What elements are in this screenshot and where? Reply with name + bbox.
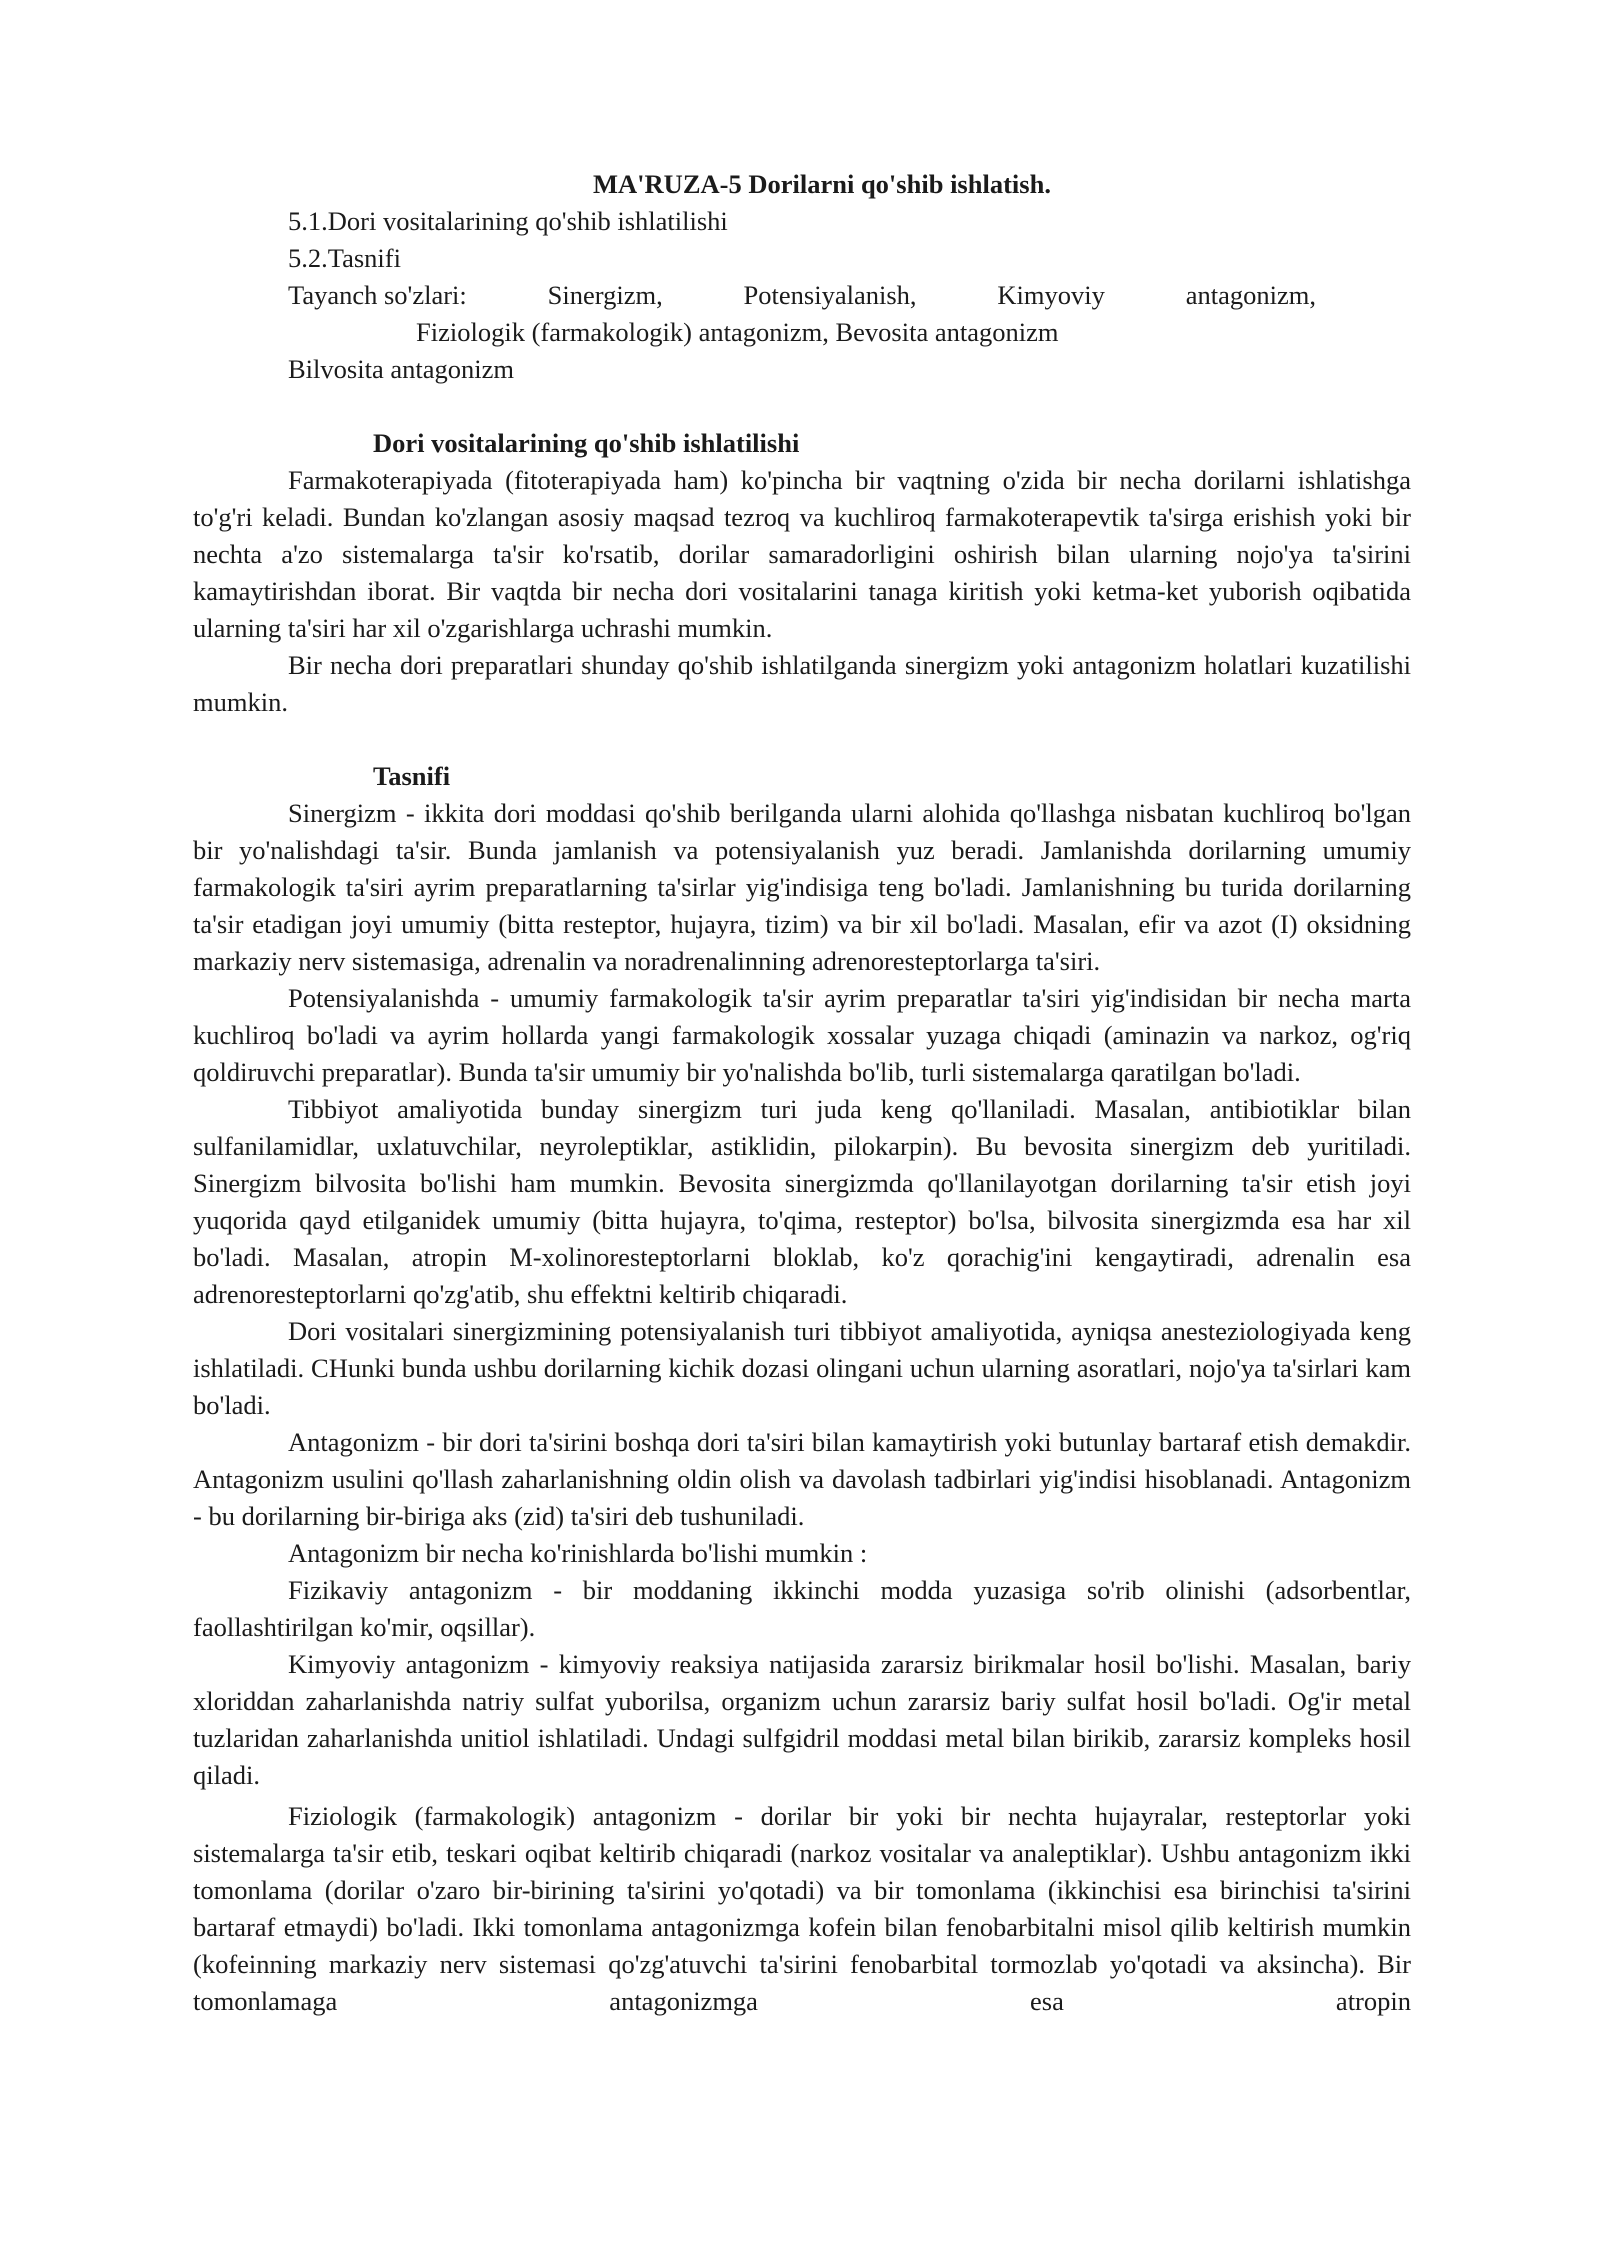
outline-item: 5.2.Tasnifi	[288, 243, 401, 273]
paragraph: Kimyoviy antagonizm - kimyoviy reaksiya natijasida zararsiz birikmalar hosil bo'lishi. Masalan, bariy xloriddan zaharlanishda natriy sulfat yuborilsa, organizm uchun zararsiz bariy sulfat hosil bo'ladi. Og'ir metal tuzlaridan zaharlanishda unitiol ishlatiladi. Undagi sulfgidril moddasi metal bilan birikib, zararsiz kompleks hosil qiladi.	[193, 1649, 1411, 1790]
paragraph: Antagonizm - bir dori ta'sirini boshqa dori ta'siri bilan kamaytirish yoki butunlay bartaraf etish demakdir. Antagonizm usulini qo'llash zaharlanishning oldin olish va davolash tadbirlari yig'indisi hisoblanadi. Antagonizm - bu dorilarning bir-biriga aks (zid) ta'siri deb tushuniladi.	[193, 1427, 1411, 1531]
paragraph: Fizikaviy antagonizm - bir moddaning ikkinchi modda yuzasiga so'rib olinishi (adsorbentlar, faollashtirilgan ko'mir, oqsillar).	[193, 1575, 1411, 1642]
paragraph: Tibbiyot amaliyotida bunday sinergizm turi juda keng qo'llaniladi. Masalan, antibiotiklar bilan sulfanilamidlar, uxlatuvchilar, neyroleptiklar, astiklidin, pilokarpin). Bu bevosita sinergizm deb yuritiladi. Sinergizm bilvosita bo'lishi ham mumkin. Bevosita sinergizmda qo'llanilayotgan dorilarning ta'sir etish joyi yuqorida qayd etilganidek umumiy (bitta hujayra, to'qima, resteptor) bo'lsa, bilvosita sinergizmda esa har xil bo'ladi. Masalan, atropin M-xolinoresteptorlarni bloklab, ko'z qorachig'ini kengaytiradi, adrenalin esa adrenoresteptorlarni qo'zg'atib, shu effektni keltirib chiqaradi.	[193, 1094, 1411, 1309]
keywords-last: Bilvosita antagonizm	[288, 354, 514, 384]
keyword: antagonizm,	[1185, 280, 1316, 310]
lecture-title: MA'RUZA-5 Dorilarni qo'shib ishlatish.	[593, 169, 1051, 199]
paragraph: Fiziologik (farmakologik) antagonizm - dorilar bir yoki bir nechta hujayralar, resteptorlar yoki sistemalarga ta'sir etib, teskari oqibat keltirib chiqaradi (narkoz vositalar va analeptiklar). Ushbu antagonizm ikki tomonlama (dorilar o'zaro bir-birining ta'sirini yo'qotadi) va bir tomonlama (ikkinchisi esa birinchisi ta'sirini bartaraf etmaydi) bo'ladi. Ikki tomonlama antagonizmga kofein bilan fenobarbitalni misol qilib keltirish mumkin (kofeinning markaziy nerv sistemasi qo'zg'atuvchi ta'sirini fenobarbital tormozlab yo'qotadi va aksincha). Bir tomonlamaga antagonizmga esa atropin	[193, 1801, 1411, 2016]
section-heading: Tasnifi	[373, 761, 451, 791]
keyword: Sinergizm,	[547, 280, 663, 310]
paragraph: Potensiyalanishda - umumiy farmakologik ta'sir ayrim preparatlar ta'siri yig'indisidan bir necha marta kuchliroq bo'ladi va ayrim hollarda yangi farmakologik xossalar yuzaga chiqadi (aminazin va narkoz, og'riq qoldiruvchi preparatlar). Bunda ta'sir umumiy bir yo'nalishda bo'lib, turli sistemalarga qaratilgan bo'ladi.	[193, 983, 1411, 1087]
keyword: Potensiyalanish,	[743, 280, 917, 310]
paragraph: Bir necha dori preparatlari shunday qo'shib ishlatilganda sinergizm yoki antagonizm holatlari kuzatilishi mumkin.	[193, 650, 1411, 717]
section-heading: Dori vositalarining qo'shib ishlatilishi	[373, 428, 800, 458]
keyword: Kimyoviy	[997, 280, 1105, 310]
paragraph: Sinergizm - ikkita dori moddasi qo'shib berilganda ularni alohida qo'llashga nisbatan kuchliroq bo'lgan bir yo'nalishdagi ta'sir. Bunda jamlanish va potensiyalanish yuz beradi. Jamlanishda dorilarning umumiy farmakologik ta'siri ayrim preparatlarning ta'sirlar yig'indisiga teng bo'ladi. Jamlanishning bu turida dorilarning ta'sir etadigan joyi umumiy (bitta resteptor, hujayra, tizim) va bir xil bo'ladi. Masalan, efir va azot (I) oksidning markaziy nerv sistemasiga, adrenalin va noradrenalinning adrenoresteptorlarga ta'siri.	[193, 798, 1411, 976]
outline-item: 5.1.Dori vositalarining qo'shib ishlatilishi	[288, 206, 728, 236]
paragraph: Farmakoterapiyada (fitoterapiyada ham) ko'pincha bir vaqtning o'zida bir necha dorilarni ishlatishga to'g'ri keladi. Bundan ko'zlangan asosiy maqsad tezroq va kuchliroq farmakoterapevtik ta'sirga erishish yoki bir nechta a'zo sistemalarga ta'sir ko'rsatib, dorilar samaradorligini oshirish bilan ularning nojo'ya ta'sirini kamaytirishdan iborat. Bir vaqtda bir necha dori vositalarini tanaga kiritish yoki ketma-ket yuborish oqibatida ularning ta'siri har xil o'zgarishlarga uchrashi mumkin.	[193, 465, 1411, 643]
document-body	[193, 166, 1411, 2020]
keywords-label: Tayanch so'zlari:	[288, 280, 467, 310]
paragraph: Dori vositalari sinergizmining potensiyalanish turi tibbiyot amaliyotida, ayniqsa anesteziologiyada keng ishlatiladi. CHunki bunda ushbu dorilarning kichik dozasi olingani uchun ularning asoratlari, nojo'ya ta'sirlari kam bo'ladi.	[193, 1316, 1411, 1420]
keywords-continuation: Fiziologik (farmakologik) antagonizm, Bevosita antagonizm	[416, 317, 1059, 347]
paragraph: Antagonizm bir necha ko'rinishlarda bo'lishi mumkin :	[288, 1538, 868, 1568]
keywords-row	[193, 277, 1316, 314]
